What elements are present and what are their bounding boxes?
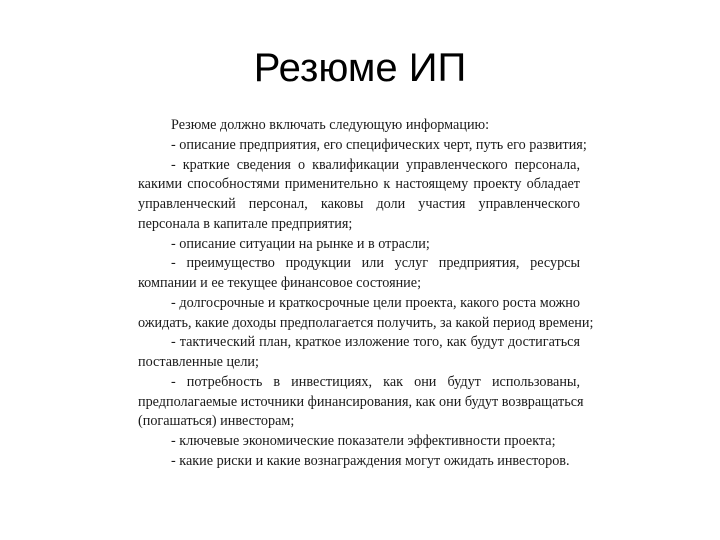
document-line: - ключевые экономические показатели эффективности проекта;	[171, 433, 556, 449]
document-line: управленческий персонал, каковы доли участия управленческого	[138, 196, 580, 212]
document-scan	[138, 116, 594, 472]
document-line: - долгосрочные и краткосрочные цели проекта, какого роста можно	[171, 294, 580, 311]
document-line: предполагаемые источники финансирования, как они будут возвращаться	[138, 393, 584, 410]
document-line: (погашаться) инвесторам;	[138, 413, 295, 430]
document-line: - краткие сведения о квалификации управленческого персонала,	[171, 156, 580, 173]
document-line: - преимущество продукции или услуг предприятия, ресурсы	[171, 255, 580, 272]
document-line: Резюме должно включать следующую информацию:	[171, 117, 490, 133]
document-line: - тактический план, краткое изложение того, как будут достигаться	[171, 334, 580, 351]
document-line: какими способностями применительно к настоящему проекту обладает	[138, 176, 580, 193]
document-line: ожидать, какие доходы предполагается получить, за какой период времени;	[138, 314, 594, 331]
document-line: - описание предприятия, его специфических черт, путь его развития;	[171, 136, 587, 153]
document-line: компании и ее текущее финансовое состояние;	[138, 275, 422, 291]
document-line: поставленные цели;	[138, 354, 259, 370]
document-line: - потребность в инвестициях, как они будут использованы,	[171, 373, 580, 390]
slide-title: Резюме ИП	[253, 46, 467, 90]
document-line: - какие риски и какие вознаграждения могут ожидать инвесторов.	[171, 452, 570, 469]
document-line: - описание ситуации на рынке и в отрасли;	[171, 235, 430, 252]
document-line: персонала в капитале предприятия;	[138, 215, 353, 232]
